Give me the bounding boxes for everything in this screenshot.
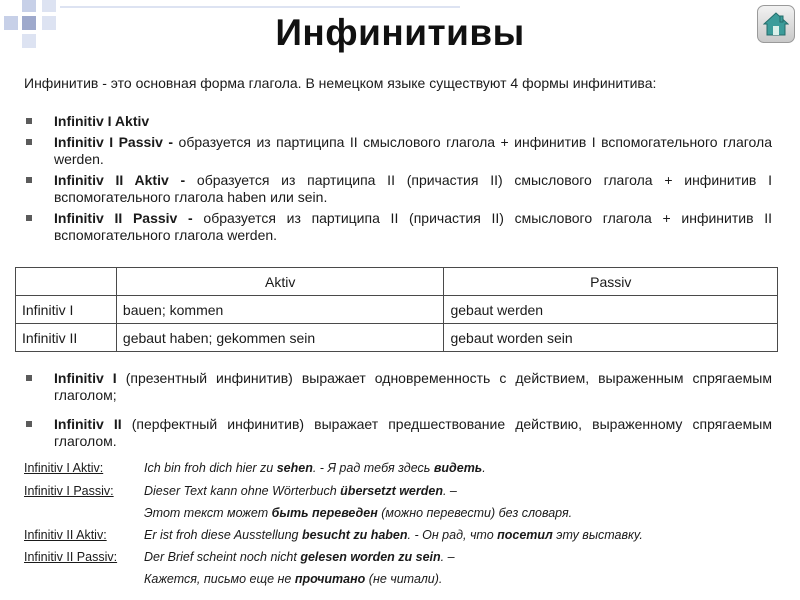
home-icon [763, 11, 789, 37]
table-cell: bauen; kommen [116, 296, 444, 324]
example-label: Infinitiv I Passiv: [24, 484, 114, 498]
note-text: (презентный инфинитив) выражает одновременность с действием, выраженным спрягаемым глаголом; [54, 370, 772, 403]
table-cell: gebaut haben; gekommen sein [116, 324, 444, 352]
bullet-marker [26, 118, 32, 124]
example-text: Dieser Text kann ohne Wörterbuch übersetzt werden. – [144, 484, 457, 498]
table-cell: Infinitiv I [16, 296, 117, 324]
bullet-item [24, 113, 772, 130]
example-text: Der Brief scheint noch nicht gelesen worden zu sein. – [144, 550, 455, 564]
note-text: (перфектный инфинитив) выражает предшествование действию, выраженному спрягаемым глаголом. [54, 416, 772, 449]
note-item [24, 416, 772, 450]
note-item [24, 370, 772, 404]
bullet-text: образуется из партиципа II смыслового глагола + инфинитив I вспомогательного глагола werden. [54, 134, 772, 167]
bullet-marker [26, 215, 32, 221]
bullet-item [24, 172, 772, 206]
intro-text: Инфинитив - это основная форма глагола. В немецком языке существуют 4 формы инфинитива: [24, 75, 657, 91]
bullet-item [24, 134, 772, 168]
table-cell: Infinitiv II [16, 324, 117, 352]
table-header-row [16, 268, 778, 296]
note-term: Infinitiv II [54, 416, 122, 432]
bullet-marker [26, 139, 32, 145]
example-text: Ich bin froh dich hier zu sehen. - Я рад тебя здесь видеть. [144, 461, 486, 475]
home-button[interactable] [757, 5, 795, 43]
table-cell: gebaut worden sein [444, 324, 778, 352]
table-row [16, 296, 778, 324]
bullet-marker [26, 177, 32, 183]
bullet-text: образуется из партиципа II (причастия II) смыслового глагола + инфинитив I вспомогательного глагола haben или sein. [54, 172, 772, 205]
example-label: Infinitiv II Aktiv: [24, 528, 107, 542]
bullet-term: Infinitiv I Aktiv [54, 113, 150, 129]
table-header-cell [16, 268, 117, 296]
bullet-marker [26, 375, 32, 381]
bullet-marker [26, 421, 32, 427]
bullet-text: образуется из партиципа II (причастия II) смыслового глагола + инфинитив II вспомогательного глагола werden. [54, 210, 772, 243]
example-label: Infinitiv II Passiv: [24, 550, 118, 564]
infinitive-forms-table [15, 267, 778, 352]
example-text: Кажется, письмо еще не прочитано (не читали). [144, 572, 443, 586]
table-cell: gebaut werden [444, 296, 778, 324]
page-title: Инфинитивы [275, 12, 525, 53]
example-text: Er ist froh diese Ausstellung besucht zu haben. - Он рад, что посетил эту выставку. [144, 528, 643, 542]
note-term: Infinitiv I [54, 370, 117, 386]
bullet-term: Infinitiv II Aktiv - [54, 172, 186, 188]
example-text: Этот текст может быть переведен (можно перевести) без словаря. [144, 506, 573, 520]
example-label: Infinitiv I Aktiv: [24, 461, 104, 475]
bullet-term: Infinitiv I Passiv - [54, 134, 174, 150]
table-header-cell: Aktiv [116, 268, 444, 296]
bullet-term: Infinitiv II Passiv - [54, 210, 193, 226]
bullet-item [24, 210, 772, 244]
table-row [16, 324, 778, 352]
table-header-cell: Passiv [444, 268, 778, 296]
